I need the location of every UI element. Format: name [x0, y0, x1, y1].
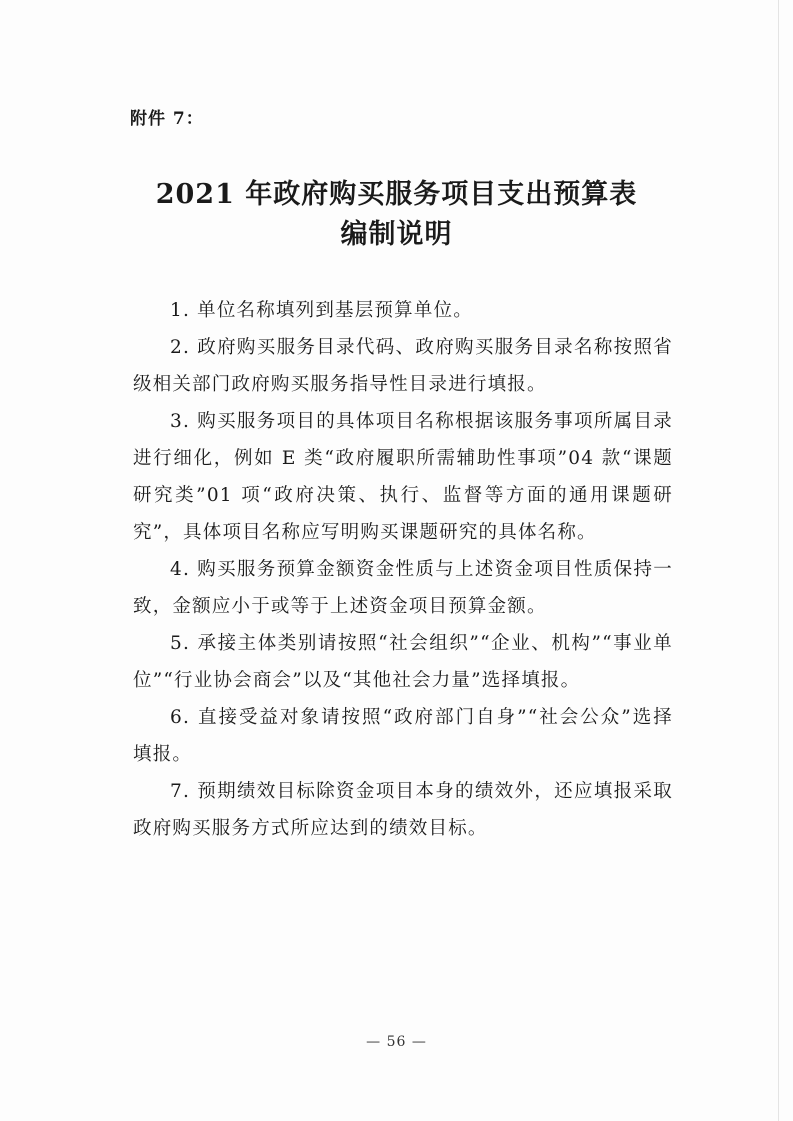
attachment-label: 附件 7： — [130, 109, 204, 129]
paragraph-7: 7. 预期绩效目标除资金项目本身的绩效外，还应填报采取政府购买服务方式所应达到的绩效目标。 — [133, 781, 673, 839]
document-title-line1: 2021 年政府购买服务项目支出预算表 — [155, 179, 638, 210]
paragraph-2: 2. 政府购买服务目录代码、政府购买服务目录名称按照省级相关部门政府购买服务指导性目录进行填报。 — [133, 337, 673, 395]
paragraph-3: 3. 购买服务项目的具体项目名称根据该服务事项所属目录进行细化，例如 E 类“政府履职所需辅助性事项”04 款“课题研究类”01 项“政府决策、执行、监督等方面的通用课题研究”，具体项目名称应写明购买课题研究的具体名称。 — [133, 411, 673, 543]
document-body — [133, 292, 673, 847]
paragraph-4: 4. 购买服务预算金额资金性质与上述资金项目性质保持一致，金额应小于或等于上述资金项目预算金额。 — [133, 559, 673, 617]
paragraph-5: 5. 承接主体类别请按照“社会组织”“企业、机构”“事业单位”“行业协会商会”以及“其他社会力量”选择填报。 — [133, 633, 673, 691]
page-number: — 56 — — [366, 1034, 427, 1050]
scan-edge-line — [778, 0, 779, 1121]
paragraph-1: 1. 单位名称填列到基层预算单位。 — [170, 300, 473, 321]
paragraph-6: 6. 直接受益对象请按照“政府部门自身”“社会公众”选择填报。 — [133, 707, 673, 765]
document-title-line2: 编制说明 — [340, 219, 453, 250]
